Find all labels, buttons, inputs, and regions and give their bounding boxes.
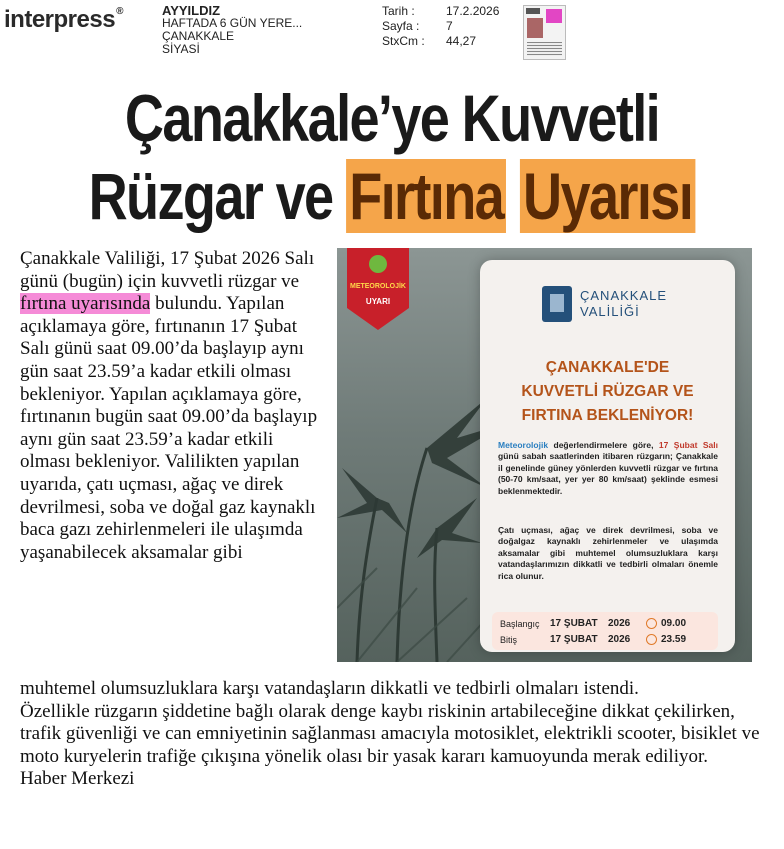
- publication-name: AYYILDIZ: [162, 3, 221, 18]
- schedule-label: Bitiş: [500, 634, 518, 645]
- article-wide: [20, 678, 765, 791]
- headline-line-2: [71, 158, 714, 234]
- schedule-box: [492, 612, 718, 650]
- org-line-1: ÇANAKKALE: [580, 288, 668, 303]
- meta-key: Sayfa :: [382, 19, 420, 33]
- publication-meta: [162, 4, 302, 56]
- byline: Haber Merkezi: [20, 768, 135, 790]
- meta-row-page: [382, 19, 499, 34]
- meta-key: StxCm :: [382, 34, 425, 48]
- schedule-time: 09.00: [661, 618, 687, 629]
- registered-mark: ®: [116, 6, 123, 17]
- card-title: [480, 356, 735, 428]
- meta-line: HAFTADA 6 GÜN YERE...: [162, 16, 303, 30]
- badge-line-2: UYARI: [365, 297, 391, 306]
- clock-icon: [646, 618, 657, 629]
- card-text: değerlendirmelere göre,: [548, 440, 659, 450]
- palm-trunk: [397, 448, 427, 662]
- card-paragraph-2: Çatı uçması, ağaç ve direk devrilmesi, soba ve doğalgaz kaynaklı zehirlenmeler ve ulaşımda aksamalar gibi muhtemel olumsuzluklara karşı vatandaşlarımızın dikkatli ve tedbirli olmaları önemle rica olunur.: [498, 525, 718, 581]
- palm-trunk: [435, 528, 437, 662]
- meta-value: 44,27: [446, 34, 477, 48]
- schedule-time: 23.59: [661, 634, 687, 645]
- thumb-block: [526, 8, 540, 14]
- interpress-logo: [4, 6, 123, 34]
- meta-value: 7: [446, 19, 453, 33]
- article-column: [20, 248, 325, 564]
- governorship-logo: [542, 286, 667, 322]
- announcement-card: [480, 260, 735, 652]
- meta-value: 17.2.2026: [446, 4, 500, 18]
- schedule-row-end: [500, 634, 686, 645]
- palm-trunk: [357, 498, 377, 662]
- tree-icon: [369, 255, 387, 273]
- thumb-photo: [527, 18, 543, 38]
- crest-icon: [542, 286, 572, 322]
- meta-row-stxcm: [382, 34, 499, 49]
- palm-fronds: [417, 498, 482, 558]
- page-thumbnail[interactable]: [523, 5, 566, 60]
- card-title-line: KUVVETLİ RÜZGAR VE: [521, 383, 694, 400]
- headline-highlight: Uyarısı: [520, 159, 696, 233]
- card-title-line: ÇANAKKALE'DE: [545, 359, 670, 376]
- article-text: bulundu. Yapılan açıklamaya göre, fırtınanın 17 Şubat Salı günü saat 09.00’da başlayıp aynı gün saat 23.59’a kadar etkili olması bekleniyor. Yapılan açıklamaya göre, fırtınanın bugün saat 09.00’da başlayıp aynı gün saat 23.59’a kadar etkili olması bekleniyor. Valilikten yapılan uyarıda, çatı uçması, ağaç ve direk devrilmesi, soba ve doğal gaz kaynaklı baca gazı zehirlenmeleri ile ulaşımda yaşanabilecek aksamalar gibi: [20, 293, 318, 563]
- schedule-year: 2026: [608, 634, 631, 645]
- article-paragraph: [20, 248, 325, 564]
- schedule-day: 17 ŞUBAT: [550, 634, 598, 645]
- article-text: muhtemel olumsuzluklara karşı vatandaşların dikkatli ve tedbirli olmaları istendi.: [20, 678, 639, 699]
- page-meta: [382, 4, 499, 49]
- headline-highlight: Fırtına: [346, 159, 506, 233]
- card-text-date: 17 Şubat Salı: [658, 440, 718, 450]
- badge-line-1: METEOROLOJİK: [349, 283, 407, 290]
- card-title-line: FIRTINA BEKLENİYOR!: [521, 407, 694, 424]
- grass: [337, 568, 377, 608]
- schedule-day: 17 ŞUBAT: [550, 618, 598, 629]
- clock-icon: [646, 634, 657, 645]
- card-text: günü sabah saatlerinden itibaren rüzgarın; Çanakkale il genelinde güney yönlerden kuvvetli rüzgar ve fırtına (50-70 km/saat, yer yer 80 km/saat) şeklinde esmesi beklenmektedir.: [498, 451, 718, 496]
- meta-line: SİYASİ: [162, 42, 200, 56]
- card-text-meteo: Meteorolojik: [498, 440, 549, 450]
- meta-key: Tarih :: [382, 4, 415, 18]
- thumb-highlight: [546, 9, 562, 23]
- headline-plain: Rüzgar ve: [88, 159, 333, 233]
- headline-line-1: Çanakkale’ye Kuvvetli: [124, 81, 660, 155]
- org-name: [580, 288, 667, 320]
- org-line-2: VALİLİĞİ: [580, 304, 640, 319]
- article-text: Çanakkale Valiliği, 17 Şubat 2026 Salı günü (bugün) için kuvvetli rüzgar ve: [20, 248, 315, 292]
- schedule-year: 2026: [608, 618, 631, 629]
- logo-text: interpress: [4, 6, 116, 33]
- meta-row-date: [382, 4, 499, 19]
- schedule-label: Başlangıç: [500, 618, 540, 629]
- thumb-text: [527, 42, 562, 56]
- meta-line: ÇANAKKALE: [162, 29, 235, 43]
- highlighted-term: fırtına uyarısında: [20, 293, 151, 315]
- warning-image: [337, 248, 752, 662]
- schedule-row-start: [500, 618, 686, 629]
- card-paragraph-1: [498, 440, 718, 497]
- meteorological-badge: [347, 248, 409, 330]
- article-paragraph: Özellikle rüzgarın şiddetine bağlı olarak denge kaybı riskinin artabileceğine dikkat çekilirken, trafik güvenliği ve can emniyetinin sağlanması amacıyla motosiklet, elektrikli scooter, bisiklet ve moto kuryelerin trafiğe çıkışına yönelik olası bir yasak kararı kamuoyunda merak ediliyor.: [20, 700, 760, 767]
